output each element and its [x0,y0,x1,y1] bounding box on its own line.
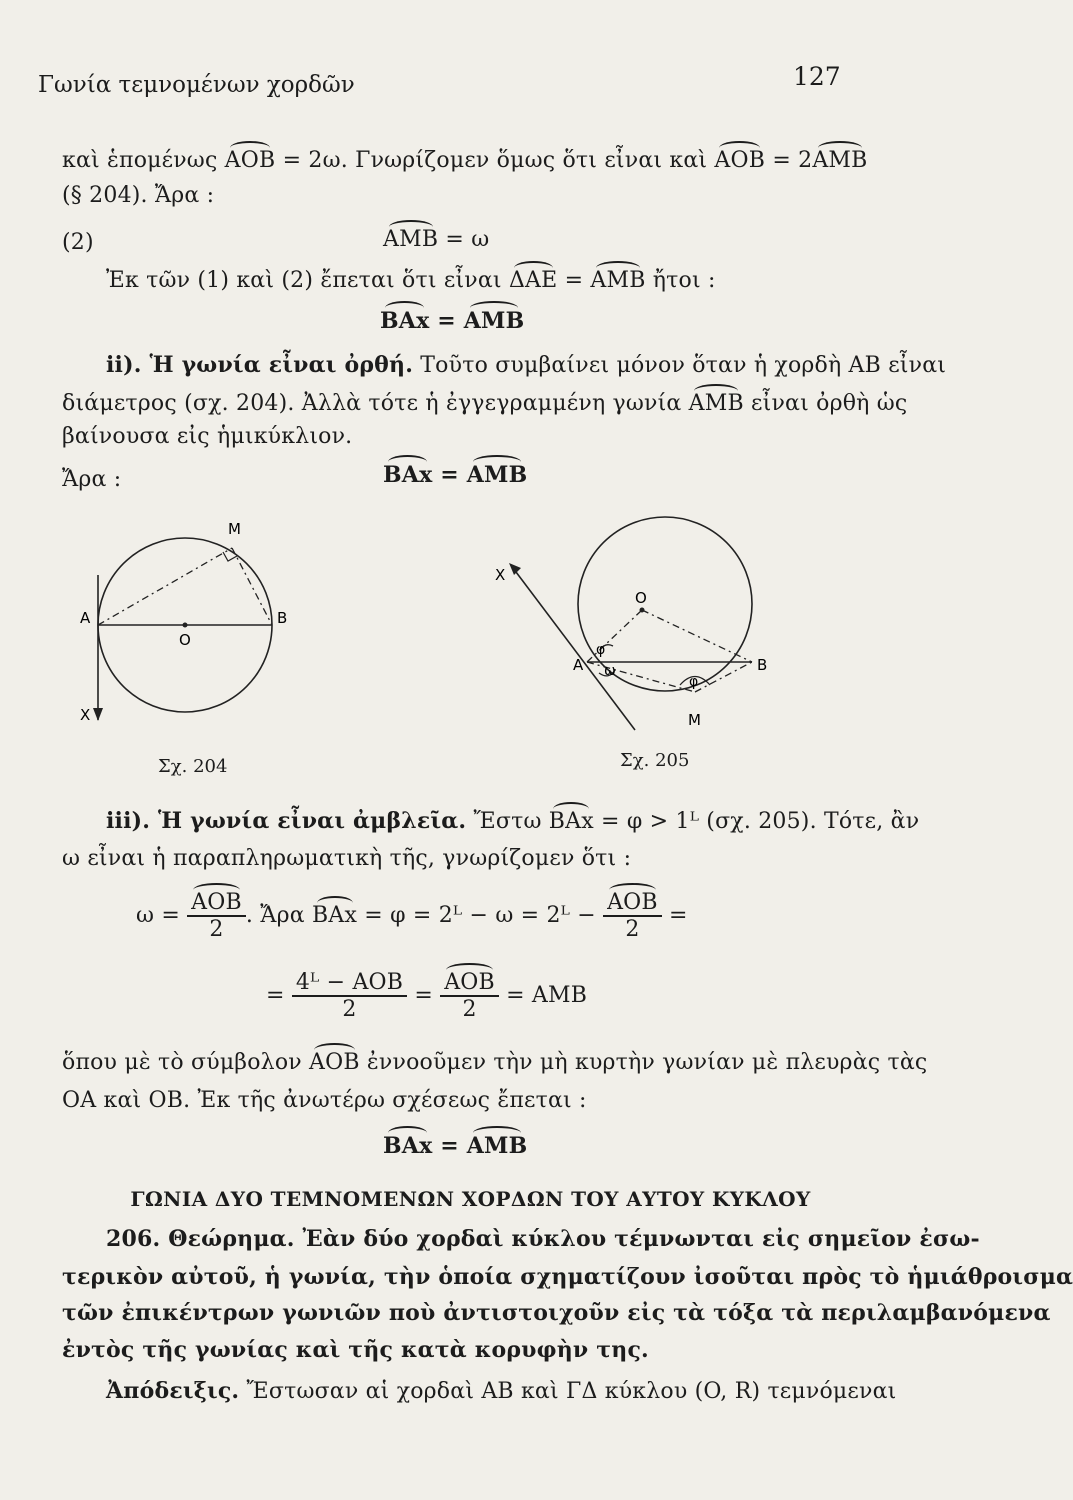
text-run: = [432,462,467,488]
fraction [603,890,662,942]
theorem-line: τῶν ἐπικέντρων γωνιῶν ποὺ ἀντιστοιχοῦν εἰς τὰ τόξα τὰ περιλαμβανόμενα [62,1300,1051,1326]
denominator: 2 [342,997,357,1022]
fraction [292,970,407,1022]
denominator: 2 [209,917,224,942]
angle-symbol: AMB [590,268,646,293]
angle-symbol: BAx [383,1133,433,1159]
text-run: εἶναι ὀρθὴ ὡς [743,391,908,416]
text-run: ω = [136,903,180,928]
text-run: = φ = 2ᴸ − ω = 2ᴸ − [357,903,604,928]
text-run: = [414,983,433,1008]
text-run: καὶ ἑπομένως [62,148,225,173]
paragraph-line [106,268,716,293]
text-run: Ἔστωσαν αἱ χορδαὶ AB καὶ ΓΔ κύκλου (O, R) τεμνόμεναι [239,1379,897,1404]
text-run: ὅπου μὲ τὸ σύμβολον [62,1050,310,1075]
numerator: AOB [187,890,246,917]
caption-204: Σχ. 204 [158,756,228,777]
text-run: = [661,903,688,928]
text-run: = [432,1133,467,1159]
figure-205 [495,530,795,740]
angle-symbol: BAx [380,308,430,334]
angle-symbol: AMB [466,462,528,488]
angle-symbol: BAx [312,903,358,928]
case-heading: iii). Ἡ γωνία εἶναι ἀμβλεῖα. [106,808,467,834]
text-run: = AMB [506,983,588,1008]
tangent-line [513,568,635,730]
label-x: X [495,566,506,584]
paragraph-line [62,148,868,173]
fraction [440,970,499,1022]
label-b: B [757,656,768,674]
label-omega: ω [604,663,616,679]
numerator: AOB [603,890,662,917]
equation-2 [383,227,489,252]
label-m: M [688,711,701,729]
text-run: = ω [438,227,490,252]
text-run: ἤτοι : [645,268,716,293]
fraction [187,890,246,942]
text-run: διάμετρος (σχ. 204). Ἀλλὰ τότε ἡ ἐγγεγραμμένη γωνία [62,391,689,416]
denominator: 2 [625,917,640,942]
section-heading: ΓΩΝΙΑ ΔΥΟ ΤΕΜΝΟΜΕΝΩΝ ΧΟΡΔΩΝ ΤΟΥ ΑΥΤΟΥ ΚΥΚΛΟΥ [130,1187,811,1211]
proof-label: Ἀπόδειξις. [106,1378,240,1404]
paragraph-line [106,808,919,834]
angle-symbol: AMB [812,148,868,173]
paragraph-line: OA καὶ OB. Ἐκ τῆς ἀνωτέρω σχέσεως ἔπεται : [62,1088,587,1113]
equation-bax-2 [383,462,527,488]
angle-symbol: AMB [688,391,744,416]
paragraph-line: βαίνουσα εἰς ἡμικύκλιον. [62,424,353,449]
angle-symbol: BAx [383,462,433,488]
angle-symbol: AMB [466,1133,528,1159]
numerator: AOB [440,970,499,997]
angle-symbol: AOB [224,148,276,173]
label-a: A [573,656,584,674]
angle-symbol: BAx [548,809,594,834]
equation-omega [136,890,688,942]
equation-bax-3 [383,1133,527,1159]
center-point [183,623,188,628]
label-phi: φ [596,642,606,658]
angle-symbol: AOB [309,1050,360,1075]
figure-204 [60,505,340,750]
angle-symbol: AMB [463,308,525,334]
chord-mb [232,548,272,625]
text-run: ἐννοοῦμεν τὴν μὴ κυρτὴν γωνίαν μὲ πλευρὰς τὰς [359,1050,928,1075]
text-run: . Ἄρα [245,903,312,928]
text-run: = [266,983,285,1008]
text-run: Τοῦτο συμβαίνει μόνον ὅταν ἡ χορδὴ AB εἶναι [413,353,947,378]
proof-line [106,1378,896,1404]
angle-symbol: ΔAE [508,268,558,293]
theorem-line: 206. Θεώρημα. Ἐὰν δύο χορδαὶ κύκλου τέμνωνται εἰς σημεῖον ἐσω- [106,1226,980,1252]
paragraph-line [62,391,907,416]
label-m: M [228,520,241,538]
running-header: Γωνία τεμνομένων χορδῶν [38,72,355,98]
caption-205: Σχ. 205 [620,750,690,771]
ara-label: Ἄρα : [62,467,122,492]
theorem-line: ἐντὸς τῆς γωνίας καὶ τῆς κατὰ κορυφὴν της. [62,1337,649,1363]
arrow-head [93,708,103,721]
chord-am [98,548,232,625]
angle-symbol: AOB [714,148,766,173]
text-run: = [429,308,464,334]
paragraph-line: (§ 204). Ἄρα : [62,183,215,208]
center-point [640,608,645,613]
radius-ob [642,610,752,662]
equation-bax-1 [380,308,524,334]
angle-symbol: AMB [383,227,439,252]
text-run: = φ > 1ᴸ (σχ. 205). Τότε, ἂν [593,809,920,834]
arrow-head [509,563,521,575]
label-x: X [80,706,91,724]
text-run: Ἔστω [466,809,549,834]
text-run: = [557,268,591,293]
text-run: Ἐκ τῶν (1) καὶ (2) ἔπεται ὅτι εἶναι [106,268,509,293]
paragraph-line [62,1050,927,1075]
chord-mb [695,662,752,692]
paragraph-line: ω εἶναι ἡ παραπληρωματικὴ τῆς, γνωρίζομεν ὅτι : [62,846,632,871]
label-b: B [277,609,288,627]
numerator: 4ᴸ − AOB [292,970,407,997]
text-run: = 2ω. Γνωρίζομεν ὅμως ὅτι εἶναι καὶ [275,148,715,173]
equation-label: (2) [62,230,94,255]
label-phi: φ [689,674,699,690]
theorem-line: τερικὸν αὐτοῦ, ἡ γωνία, τὴν ὁποία σχηματίζουν ἰσοῦται πρὸς τὸ ἡμιάθροισμα [62,1264,1073,1290]
case-heading: ii). Ἡ γωνία εἶναι ὀρθή. [106,352,414,378]
paragraph-line [106,352,946,378]
label-o: O [635,589,647,607]
text-run: = 2 [765,148,813,173]
label-o: O [179,631,191,649]
equation-final [266,970,587,1022]
label-a: A [80,609,91,627]
page-number: 127 [793,62,841,91]
denominator: 2 [462,997,477,1022]
